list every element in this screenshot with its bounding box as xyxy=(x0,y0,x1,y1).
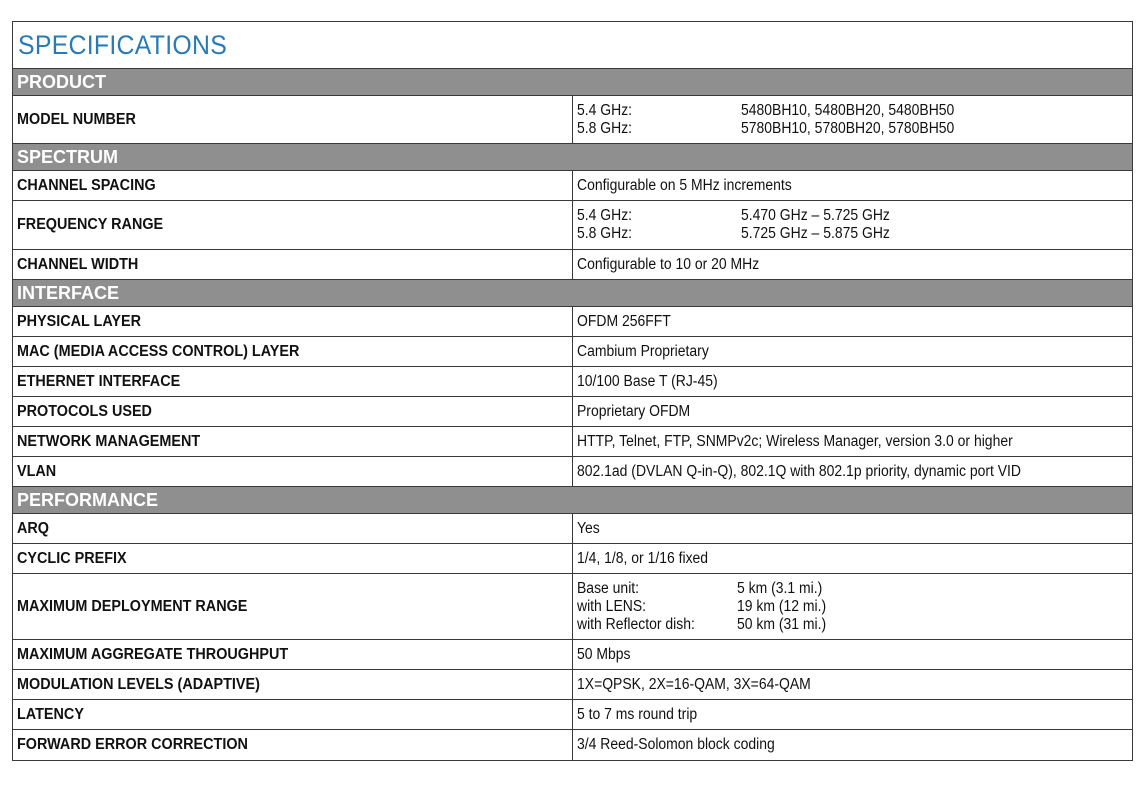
spec-row-model-number xyxy=(13,96,1132,144)
value-key: 5.8 GHz: xyxy=(577,225,633,242)
spec-value: Cambium Proprietary xyxy=(573,337,1133,367)
page-title: SPECIFICATIONS xyxy=(18,29,228,60)
spec-row-max-deployment-range xyxy=(13,574,1132,640)
spec-row-modulation-levels xyxy=(13,670,1132,700)
spec-row-frequency-range xyxy=(13,201,1132,250)
spec-value xyxy=(573,201,1133,250)
spec-label: MAXIMUM AGGREGATE THROUGHPUT xyxy=(13,640,573,670)
spec-value: 5 to 7 ms round trip xyxy=(573,700,1133,730)
value-key: 5.4 GHz: xyxy=(577,101,633,119)
spec-row-ethernet-interface xyxy=(13,367,1132,397)
spec-label: MODULATION LEVELS (ADAPTIVE) xyxy=(13,670,573,700)
spec-row-mac-layer xyxy=(13,337,1132,367)
value-text: 5 km (3.1 mi.) xyxy=(737,579,823,597)
spec-label: FREQUENCY RANGE xyxy=(13,201,573,250)
spec-row-cyclic-prefix xyxy=(13,544,1132,574)
spec-value: Configurable to 10 or 20 MHz xyxy=(573,250,1133,280)
spec-label: VLAN xyxy=(13,457,573,487)
value-text: 5.725 GHz – 5.875 GHz xyxy=(741,225,890,242)
spec-row-vlan xyxy=(13,457,1132,487)
section-heading: PRODUCT xyxy=(13,69,1132,96)
spec-label: MAXIMUM DEPLOYMENT RANGE xyxy=(13,574,573,640)
spec-label: CYCLIC PREFIX xyxy=(13,544,573,574)
spec-label: MODEL NUMBER xyxy=(13,96,573,144)
value-text: 5480BH10, 5480BH20, 5480BH50 xyxy=(741,101,955,119)
spec-label: PHYSICAL LAYER xyxy=(13,307,573,337)
section-heading: SPECTRUM xyxy=(13,144,1132,171)
section-header-spectrum xyxy=(13,144,1132,171)
spec-value: Configurable on 5 MHz increments xyxy=(573,171,1133,201)
value-key: with Reflector dish: xyxy=(577,615,695,633)
value-key: with LENS: xyxy=(577,597,647,615)
spec-value: 1/4, 1/8, or 1/16 fixed xyxy=(573,544,1133,574)
spec-value: HTTP, Telnet, FTP, SNMPv2c; Wireless Manager, version 3.0 or higher xyxy=(573,427,1133,457)
spec-row-network-management xyxy=(13,427,1132,457)
spec-label: LATENCY xyxy=(13,700,573,730)
spec-row-max-aggregate-throughput xyxy=(13,640,1132,670)
section-heading: PERFORMANCE xyxy=(13,487,1132,514)
spec-value: 802.1ad (DVLAN Q-in-Q), 802.1Q with 802.1p priority, dynamic port VID xyxy=(573,457,1133,487)
value-key: Base unit: xyxy=(577,579,640,597)
value-text: 5780BH10, 5780BH20, 5780BH50 xyxy=(741,119,955,137)
spec-value: 10/100 Base T (RJ-45) xyxy=(573,367,1133,397)
spec-label: ETHERNET INTERFACE xyxy=(13,367,573,397)
spec-row-channel-spacing xyxy=(13,171,1132,201)
spec-row-protocols-used xyxy=(13,397,1132,427)
spec-row-latency xyxy=(13,700,1132,730)
value-key: 5.8 GHz: xyxy=(577,119,633,137)
spec-label: CHANNEL SPACING xyxy=(13,171,573,201)
value-text: 50 km (31 mi.) xyxy=(737,615,827,633)
spec-value: 3/4 Reed-Solomon block coding xyxy=(577,735,775,753)
spec-value: 1X=QPSK, 2X=16-QAM, 3X=64-QAM xyxy=(573,670,1133,700)
spec-row-forward-error-correction xyxy=(13,730,1132,760)
spec-label: FORWARD ERROR CORRECTION xyxy=(13,730,573,760)
spec-row-channel-width xyxy=(13,250,1132,280)
value-key: 5.4 GHz: xyxy=(577,207,633,224)
spec-value: 50 Mbps xyxy=(573,640,1133,670)
spec-value xyxy=(573,574,1133,640)
section-header-product xyxy=(13,69,1132,96)
spec-value: OFDM 256FFT xyxy=(573,307,1133,337)
spec-value xyxy=(573,96,1133,144)
section-heading: INTERFACE xyxy=(13,280,1132,307)
spec-row-arq xyxy=(13,514,1132,544)
spec-row-physical-layer xyxy=(13,307,1132,337)
section-header-performance xyxy=(13,487,1132,514)
spec-label: MAC (MEDIA ACCESS CONTROL) LAYER xyxy=(13,337,573,367)
spec-label: PROTOCOLS USED xyxy=(13,397,573,427)
spec-value: Yes xyxy=(573,514,1133,544)
specifications-sheet xyxy=(12,21,1133,761)
title-bar xyxy=(13,22,1132,69)
spec-label: NETWORK MANAGEMENT xyxy=(13,427,573,457)
spec-table xyxy=(13,69,1132,760)
spec-label: CHANNEL WIDTH xyxy=(13,250,573,280)
value-text: 19 km (12 mi.) xyxy=(737,597,827,615)
spec-label: ARQ xyxy=(13,514,573,544)
value-text: 5.470 GHz – 5.725 GHz xyxy=(741,207,890,224)
section-header-interface xyxy=(13,280,1132,307)
spec-value: Proprietary OFDM xyxy=(573,397,1133,427)
